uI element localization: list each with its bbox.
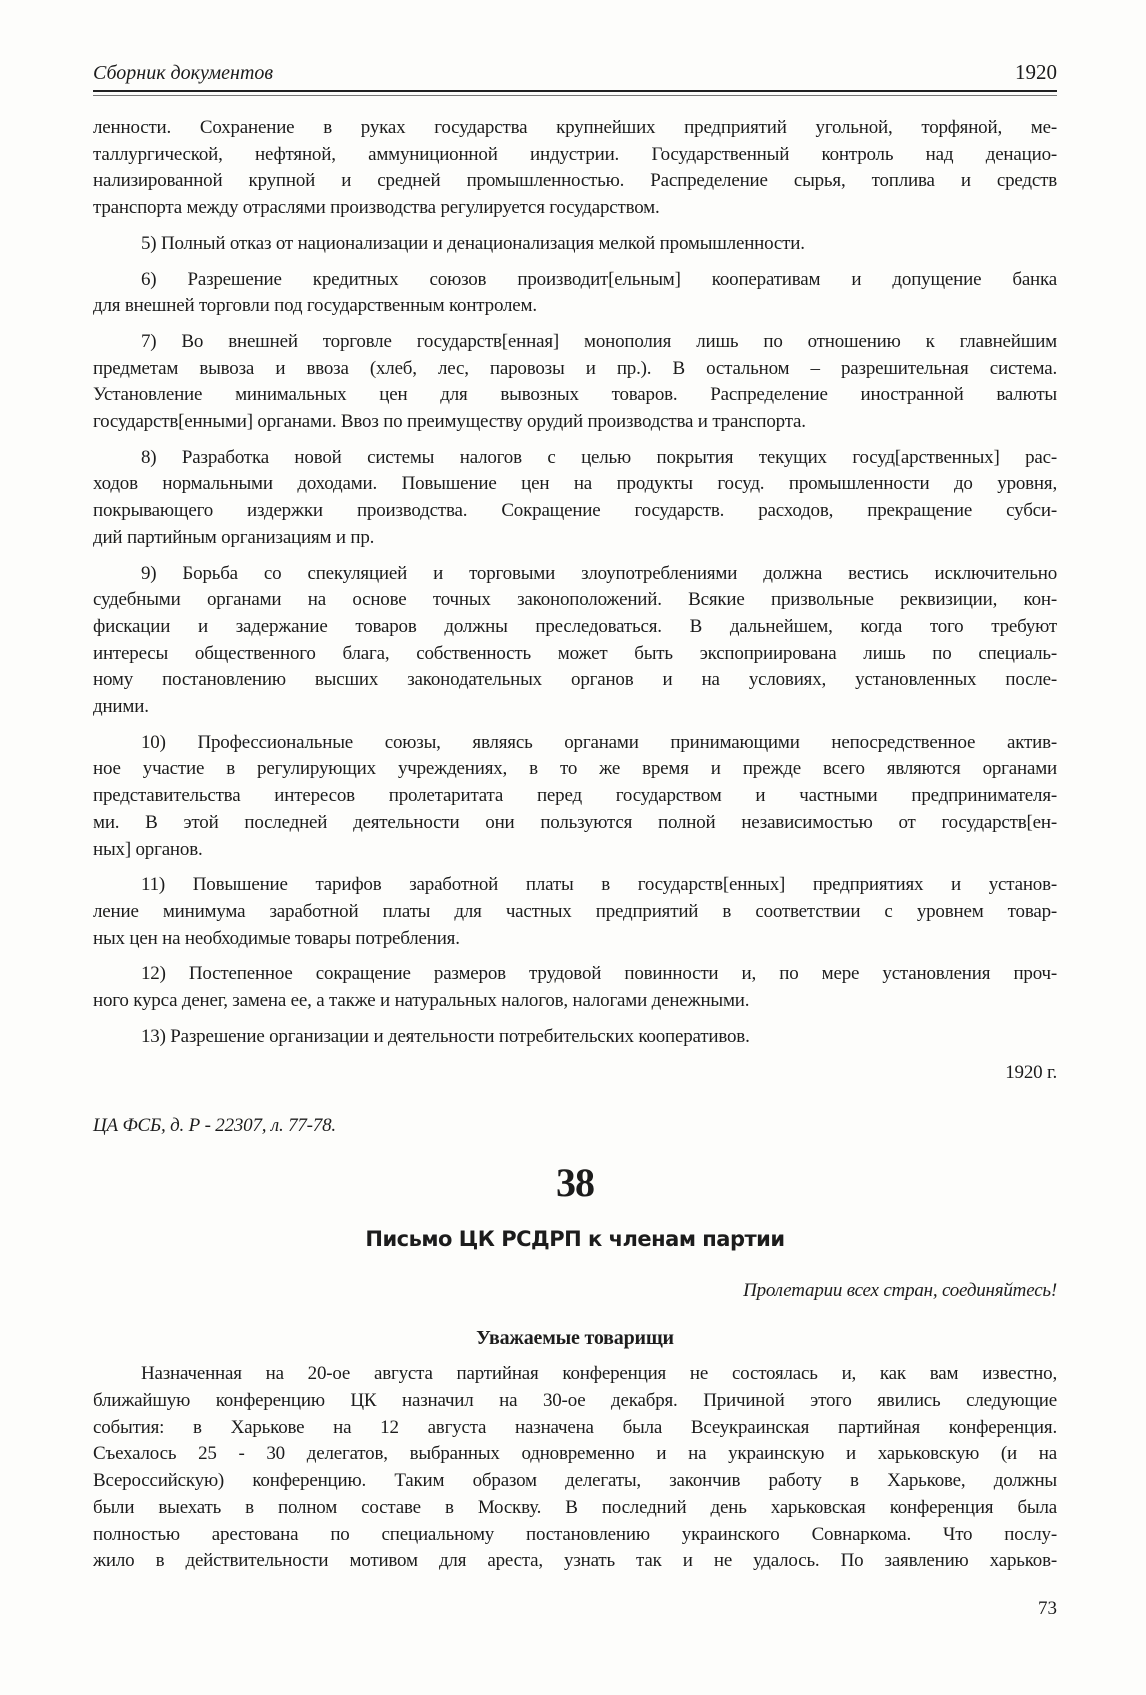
text-line: судебными органами на основе точных законоположений. Всякие призвольные реквизиции, кон- xyxy=(93,589,1057,611)
text-line: 11) Повышение тарифов заработной платы в государств[енных] предприятиях и установ- xyxy=(141,874,1057,896)
text-line: государств[енными] органами. Ввоз по преимуществу орудий производства и транспорта. xyxy=(93,411,806,433)
paragraph xyxy=(93,445,1057,552)
text-line: 12) Постепенное сокращение размеров трудовой повинности и, по мере установления проч- xyxy=(141,963,1057,985)
text-line: 8) Разработка новой системы налогов с целью покрытия текущих госуд[арственных] рас- xyxy=(141,446,1057,468)
text-line: 6) Разрешение кредитных союзов производит[ельным] кооперативам и допущение банка xyxy=(141,268,1057,290)
text-line: 10) Профессиональные союзы, являясь органами принимающими непосредственное актив- xyxy=(141,731,1057,753)
running-header xyxy=(93,60,1057,90)
paragraph xyxy=(93,1361,1057,1575)
text-line: Установление минимальных цен для вывозных товаров. Распределение иностранной валюты xyxy=(93,384,1057,406)
text-line: Съехалось 25 - 30 делегатов, выбранных одновременно и на украинскую и харьковскую (и на xyxy=(93,1443,1057,1465)
text-line: предметам вывоза и ввоза (хлеб, лес, паровозы и пр.). В остальном – разрешительная система. xyxy=(93,357,1057,379)
text-line: нализированной крупной и средней промышленностью. Распределение сырья, топлива и средств xyxy=(93,170,1057,192)
paragraph xyxy=(93,872,1057,952)
text-line: 13) Разрешение организации и деятельности потребительских кооперативов. xyxy=(141,1025,750,1047)
text-line: ных цен на необходимые товары потребления. xyxy=(93,927,460,949)
text-line: ходов нормальными доходами. Повышение цен на продукты госуд. промышленности до уровня, xyxy=(93,473,1057,495)
running-header-title: Сборник документов xyxy=(93,62,274,84)
paragraph xyxy=(93,267,1057,320)
header-rule-thin xyxy=(93,95,1057,96)
paragraph xyxy=(93,231,1057,258)
text-line: ному постановлению высших законодательных органов и на условиях, установленных после- xyxy=(93,669,1057,691)
paragraph xyxy=(93,730,1057,864)
text-line: ближайшую конференцию ЦК назначил на 30-ое декабря. Причиной этого явились следующие xyxy=(93,1390,1057,1412)
text-line: ми. В этой последней деятельности они пользуются полной независимостью от государств[ен- xyxy=(93,811,1057,833)
text-line: полностью арестована по специальному постановлению украинского Совнаркома. Что послу- xyxy=(93,1523,1057,1545)
text-line: дий партийным организациям и пр. xyxy=(93,526,375,548)
text-line: жило в действительности мотивом для ареста, узнать так и не удалось. По заявлению харьков- xyxy=(93,1550,1057,1572)
paragraph xyxy=(93,329,1057,436)
text-line: дними. xyxy=(93,696,149,718)
text-line: ного курса денег, замена ее, а также и натуральных налогов, налогами денежными. xyxy=(93,990,750,1012)
text-line: представительства интересов пролетаритата перед государством и частными предпринимателя- xyxy=(93,785,1057,807)
letter-body xyxy=(93,1361,1057,1575)
paragraph xyxy=(93,115,1057,222)
paragraph xyxy=(93,561,1057,721)
text-line: ное участие в регулирующих учреждениях, в то же время и прежде всего являются органами xyxy=(93,758,1057,780)
document-37-continuation xyxy=(93,115,1057,1051)
text-line: фискации и задержание товаров должны преследоваться. В дальнейшем, когда того требуют xyxy=(93,615,1057,637)
text-line: Всероссийскую) конференцию. Таким образом делегаты, закончив работу в Харькове, должны xyxy=(93,1470,1057,1492)
text-line: 7) Во внешней торговле государств[енная] монополия лишь по отношению к главнейшим xyxy=(141,330,1057,352)
text-line: для внешней торговли под государственным контролем. xyxy=(93,295,537,317)
paragraph xyxy=(93,1024,1057,1051)
text-line: события: в Харькове на 12 августа назначена была Всеукраинская партийная конференция. xyxy=(93,1416,1057,1438)
text-line: 5) Полный отказ от национализации и денационализация мелкой промышленности. xyxy=(141,232,805,254)
document-title: Письмо ЦК РСДРП к членам партии xyxy=(365,1226,785,1251)
text-line: покрывающего издержки производства. Сокращение государств. расходов, прекращение субси- xyxy=(93,500,1057,522)
text-line: 9) Борьба со спекуляцией и торговыми злоупотреблениями должна вестись исключительно xyxy=(141,562,1057,584)
paragraph xyxy=(93,961,1057,1014)
text-line: ных] органов. xyxy=(93,838,203,860)
motto: Пролетарии всех стран, соединяйтесь! xyxy=(743,1279,1057,1301)
running-header-year: 1920 xyxy=(1015,60,1057,84)
text-line: транспорта между отраслями производства регулируется государством. xyxy=(93,197,660,219)
page-body xyxy=(93,115,1057,1575)
text-line: ленности. Сохранение в руках государства крупнейших предприятий угольной, торфяной, ме- xyxy=(93,117,1057,138)
page-number: 73 xyxy=(1038,1598,1057,1619)
salutation: Уважаемые товарищи xyxy=(476,1326,674,1349)
document-number: 38 xyxy=(556,1159,594,1205)
text-line: были выехать в полном составе в Москву. В последний день харьковская конференция была xyxy=(93,1496,1057,1518)
header-rule xyxy=(93,90,1057,92)
text-line: Назначенная на 20-ое августа партийная конференция не состоялась и, как вам известно, xyxy=(141,1363,1057,1385)
document-date: 1920 г. xyxy=(1005,1061,1057,1083)
text-line: ление минимума заработной платы для частных предприятий в соответствии с уровнем товар- xyxy=(93,900,1057,922)
text-line: интересы общественного блага, собственность может быть экспоприирована лишь по специаль- xyxy=(93,642,1057,664)
archive-source: ЦА ФСБ, д. Р - 22307, л. 77-78. xyxy=(93,1115,336,1137)
text-line: таллургической, нефтяной, аммуниционной индустрии. Государственный контроль над денацио- xyxy=(93,143,1057,165)
